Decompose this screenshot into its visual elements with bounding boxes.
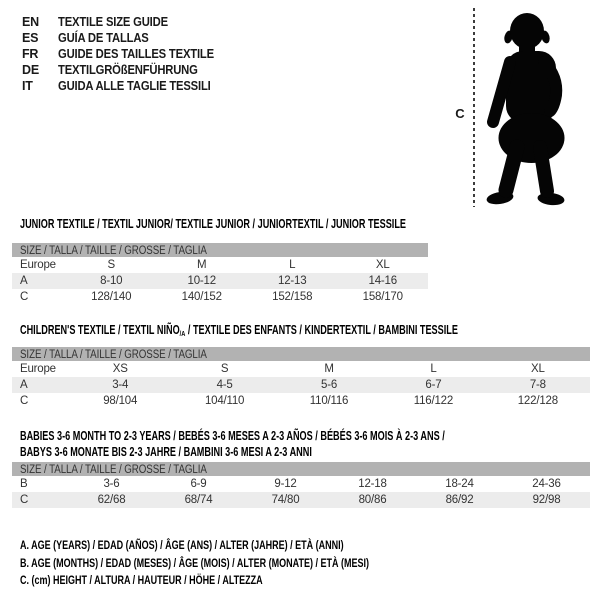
size-cell: 62/68 [97,494,126,506]
children-title-subscript: /A [179,329,186,339]
size-cell: 14-16 [368,275,397,287]
size-cell: 98/104 [103,395,138,407]
height-marker-label: C [455,106,465,121]
table-row-height [12,289,428,305]
size-cell: 104/110 [204,395,245,407]
babies-title-line1: BABIES 3-6 MONTH TO 2-3 YEARS / BEBÉS 3-6 MESES A 2-3 AÑOS / BÉBÉS 3-6 MOIS À 2-3 ANS / [20,429,445,443]
language-row [22,14,231,30]
language-title-list [22,14,231,94]
size-cell: 12-18 [358,478,387,490]
babies-table-title [20,428,445,460]
size-band-header [12,347,590,361]
language-row [22,30,231,46]
language-title: GUÍA DE TALLAS [58,31,149,45]
size-cell: 128/140 [91,291,132,303]
size-cell: 10-12 [187,275,216,287]
size-cell: 5-6 [321,379,338,391]
language-title: GUIDA ALLE TAGLIE TESSILI [58,79,211,93]
size-cell: 92/98 [532,494,561,506]
size-cell: XL [530,363,545,375]
size-cell: 6-7 [425,379,442,391]
row-label: B [20,478,28,490]
size-band-label: SIZE / TALLA / TAILLE / GRÖSSE / TAGLIA [20,245,207,257]
table-row-height [12,393,590,409]
language-code: IT [22,79,33,93]
size-cell: 9-12 [274,478,297,490]
size-cell: 24-36 [532,478,561,490]
footnote-a: A. AGE (YEARS) / EDAD (AÑOS) / ÂGE (ANS) / ALTER (JAHRE) / ETÀ (ANNI) [20,538,344,552]
row-label: A [20,275,28,287]
size-cell: 12-13 [278,275,307,287]
legend-footnotes [20,537,485,590]
size-cell: S [220,363,229,375]
size-cell: 4-5 [216,379,233,391]
size-cell: 74/80 [271,494,300,506]
size-band-label: SIZE / TALLA / TAILLE / GRÖSSE / TAGLIA [20,464,207,476]
language-code: DE [22,63,39,77]
size-cell: M [197,259,207,271]
size-cell: S [107,259,115,271]
table-row-age-months [12,476,590,492]
size-cell: 110/116 [309,395,349,407]
row-label: C [20,395,29,407]
row-label: Europe [20,363,56,375]
table-row-age [12,377,590,393]
children-size-table [12,347,590,409]
size-cell: 152/158 [272,291,313,303]
language-row [22,46,231,62]
language-code: EN [22,15,39,29]
language-title: TEXTILGRÖßENFÜHRUNG [58,63,198,77]
size-cell: 158/170 [362,291,403,303]
babies-title-line2: BABYS 3-6 MONATE BIS 2-3 JAHRE / BAMBINI 3-6 MESI A 2-3 ANNI [20,445,312,459]
size-cell: 8-10 [100,275,123,287]
size-cell: 122/128 [517,395,558,407]
footnote-c: C. (cm) HEIGHT / ALTURA / HAUTEUR / HÖHE / ALTEZZA [20,573,263,587]
size-cell: L [289,259,296,271]
size-cell: 18-24 [445,478,474,490]
babies-size-table [12,462,590,508]
table-row-europe [12,257,428,273]
junior-size-table [12,243,428,305]
size-cell: XL [375,259,390,271]
size-band-header [12,462,590,476]
row-label: A [20,379,28,391]
size-cell: M [324,363,334,375]
table-row-height [12,492,590,508]
size-cell: XS [112,363,128,375]
size-band-header [12,243,428,257]
row-label: C [20,291,29,303]
junior-table-title: JUNIOR TEXTILE / TEXTIL JUNIOR/ TEXTILE JUNIOR / JUNIORTEXTIL / JUNIOR TESSILE [20,217,407,231]
children-table-title [20,322,458,342]
language-row [22,62,231,78]
language-title: GUIDE DES TAILLES TEXTILE [58,47,214,61]
footnote-b: B. AGE (MONTHS) / EDAD (MESES) / ÂGE (MOIS) / ALTER (MONATE) / ETÀ (MESI) [20,555,369,570]
size-cell: 86/92 [445,494,474,506]
size-cell: 6-9 [190,478,207,490]
size-cell: 80/86 [358,494,387,506]
language-code: FR [22,47,39,61]
size-cell: L [430,363,437,375]
row-label: C [20,494,29,506]
children-title-prefix: CHILDREN'S TEXTILE / TEXTIL NIÑO [20,323,180,337]
baby-silhouette-icon [480,7,575,207]
row-label: Europe [20,259,56,271]
language-title: TEXTILE SIZE GUIDE [58,15,168,29]
size-cell: 3-4 [112,379,129,391]
size-cell: 7-8 [529,379,546,391]
size-cell: 116/122 [413,395,454,407]
language-row [22,78,231,94]
language-code: ES [22,31,39,45]
size-cell: 3-6 [103,478,120,490]
size-band-label: SIZE / TALLA / TAILLE / GRÖSSE / TAGLIA [20,349,207,361]
table-row-europe [12,361,590,377]
children-title-suffix: / TEXTILE DES ENFANTS / KINDERTEXTIL / BAMBINI TESSILE [185,323,458,337]
size-cell: 140/152 [181,291,222,303]
size-cell: 68/74 [184,494,213,506]
height-measure-dashed-line [473,8,475,207]
table-row-age [12,273,428,289]
